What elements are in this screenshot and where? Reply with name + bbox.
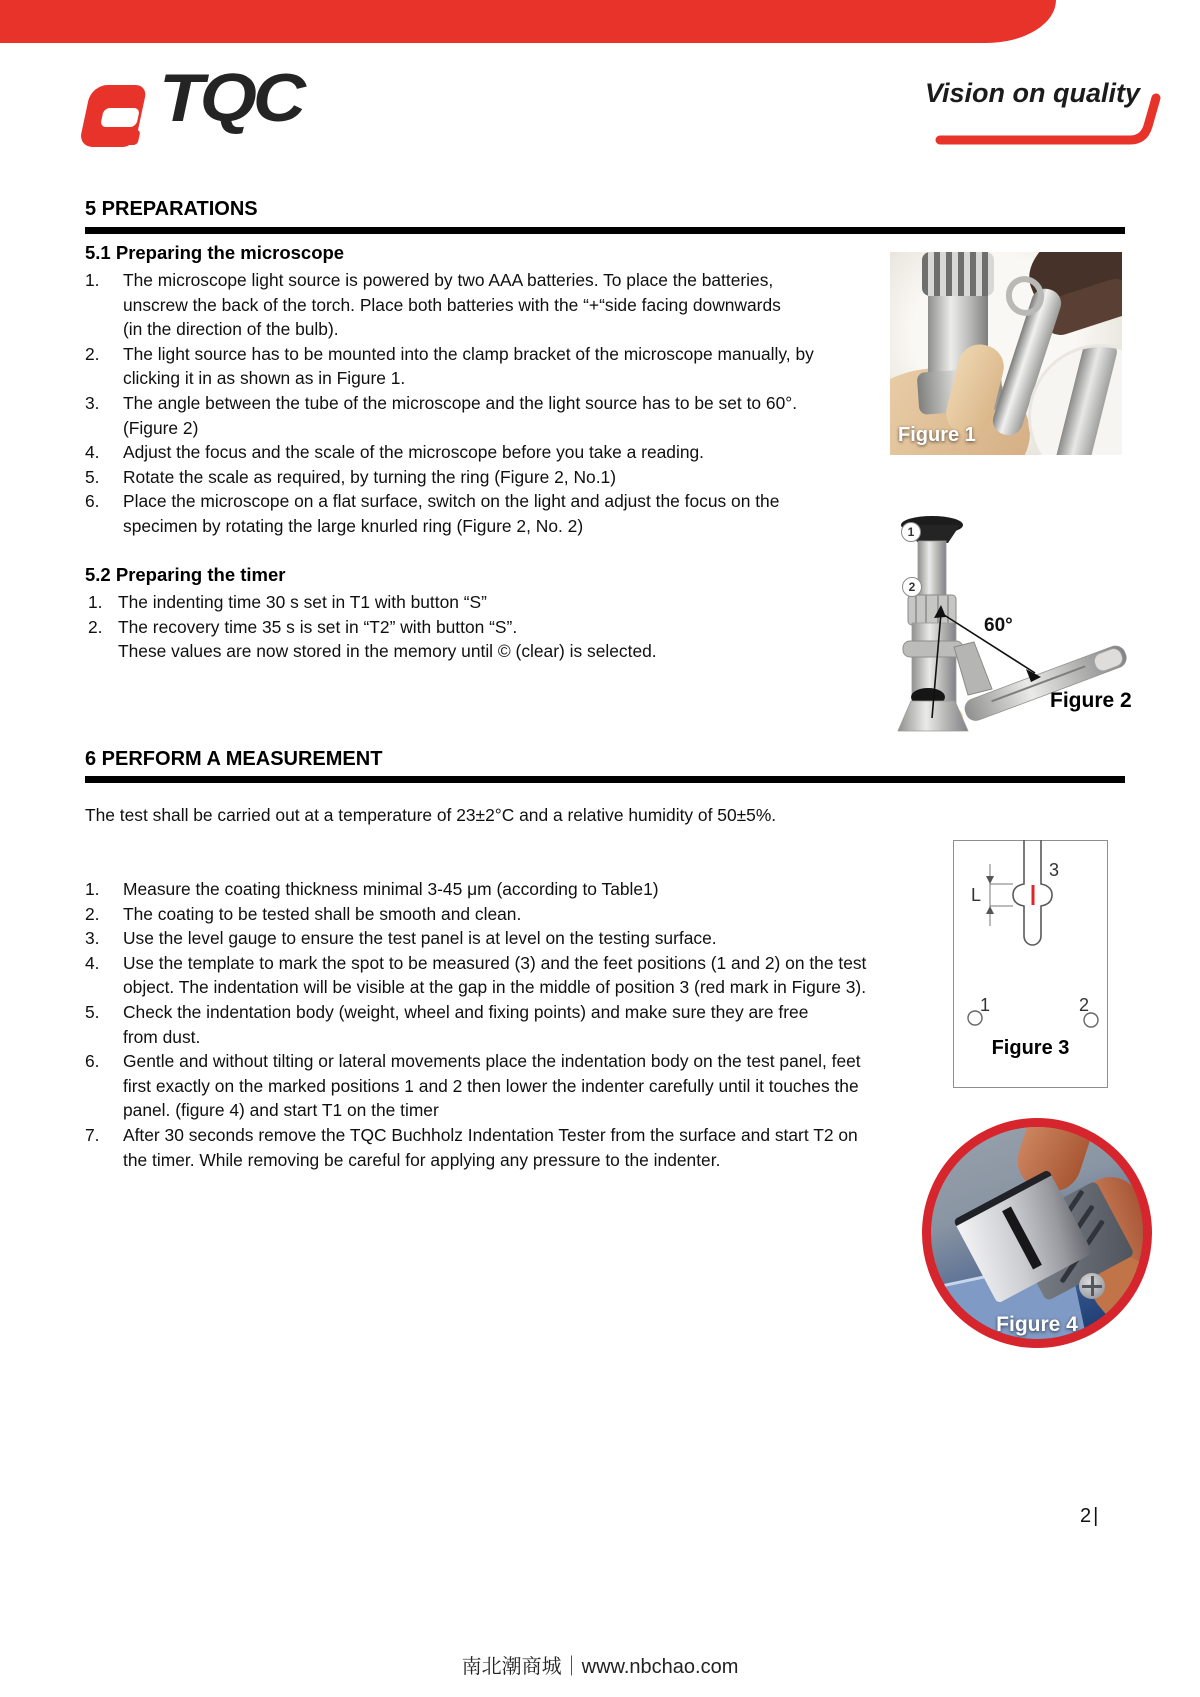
list-item — [85, 926, 880, 951]
list-item-number: 3. — [85, 928, 100, 949]
template-dimension-label: L — [971, 885, 982, 905]
template-point-2-label: 2 — [1079, 995, 1090, 1015]
tqc-logo-icon-tab — [113, 130, 140, 145]
list-item-number: 5. — [85, 466, 100, 487]
section-5-2-title: 5.2 Preparing the timer — [85, 564, 286, 585]
list-item-text: Check the indentation body (weight, wheel and fixing points) and make sure they are free from dust. — [123, 1001, 809, 1047]
list-item-number: 1. — [85, 270, 100, 290]
footer-text: 南北潮商城｜www.nbchao.com — [461, 1656, 739, 1678]
section-6-intro: The test shall be carried out at a temperature of 23±2°C and a relative humidity of 50±5%. — [85, 805, 777, 825]
list-item-text: Use the level gauge to ensure the test panel is at level on the testing surface. — [123, 928, 717, 949]
list-item — [85, 1049, 880, 1123]
list-item-number: 6. — [85, 1051, 100, 1072]
timer-note: These values are now stored in the memory until © (clear) is selected. — [118, 641, 657, 661]
list-item — [85, 1123, 880, 1172]
list-item — [85, 268, 830, 342]
figure-2-illustration — [888, 505, 1133, 733]
tqc-logo — [85, 60, 345, 150]
list-item-number: 2. — [85, 343, 100, 364]
list-item-text: The coating to be tested shall be smooth and clean. — [123, 903, 522, 924]
section-5-title: 5 PREPARATIONS — [85, 198, 258, 220]
list-item-text: Adjust the focus and the scale of the microscope before you take a reading. — [123, 442, 705, 463]
list-item-text: Rotate the scale as required, by turning the ring (Figure 2, No.1) — [123, 466, 616, 487]
figure-4-label: Figure 4 — [996, 1313, 1078, 1336]
list-item-text: Gentle and without tilting or lateral movements place the indentation body on the test panel, feet first exactly on the marked positions 1 and 2 then lower the indenter carefully until it touches the panel. (figure 4) and start T1 on the timer — [123, 1051, 861, 1121]
list-item-number: 1. — [85, 879, 100, 899]
list-item-number: 1. — [88, 592, 103, 612]
list-item-text: Use the template to mark the spot to be measured (3) and the feet positions (1 and 2) on the test object. The indentation will be visible at the gap in the middle of position 3 (red mark in Figure 3). — [123, 952, 867, 998]
tagline-swoosh-icon — [932, 88, 1172, 154]
list-item — [85, 465, 830, 490]
list-item-text: The recovery time 35 s is set in “T2” with button “S”. — [118, 616, 518, 637]
tqc-logo-icon-notch — [100, 108, 140, 127]
angle-60-label: 60° — [984, 615, 1013, 636]
section-6-rule — [85, 776, 1125, 783]
list-item-text: Place the microscope on a flat surface, switch on the light and adjust the focus on the specimen by rotating the large knurled ring (Figure 2, No. 2) — [123, 491, 780, 536]
measurement-list — [85, 877, 880, 1172]
tqc-logo-text: TQC — [159, 60, 302, 137]
list-item — [85, 951, 880, 1000]
knurled-ring-shape — [922, 252, 994, 296]
timer-list — [88, 590, 788, 639]
tagline-text: Vision on quality — [924, 78, 1140, 108]
torch-closeup-shape — [1053, 344, 1120, 455]
figure-3-label: Figure 3 — [991, 1037, 1070, 1059]
list-item — [85, 391, 830, 440]
list-item-number: 5. — [85, 1001, 100, 1022]
list-item-text: Measure the coating thickness minimal 3-45 μm (according to Table1) — [123, 879, 659, 899]
list-item-number: 4. — [85, 952, 100, 973]
list-item-text: The indenting time 30 s set in T1 with button “S” — [118, 592, 487, 612]
list-item-number: 2. — [88, 616, 103, 637]
template-point-3-label: 3 — [1049, 860, 1060, 880]
section-5-1-title: 5.1 Preparing the microscope — [85, 242, 345, 263]
section-5-rule — [85, 227, 1125, 234]
list-item-number: 7. — [85, 1124, 100, 1145]
figure-3-template-diagram — [953, 840, 1108, 1088]
list-item-text: The microscope light source is powered by two AAA batteries. To place the batteries, unscrew the back of the torch. Place both batteries with the “+“side facing downwards (in the direction of the bulb). — [123, 270, 781, 340]
list-item — [88, 615, 788, 640]
microscope-list — [85, 268, 830, 539]
list-item-number: 4. — [85, 442, 100, 463]
list-item-number: 3. — [85, 392, 100, 413]
template-point-1-label: 1 — [980, 995, 991, 1015]
figure-4-photo — [922, 1118, 1152, 1348]
list-item-number: 6. — [85, 491, 100, 512]
page-number: 2| — [1080, 1505, 1101, 1527]
list-item-text: The light source has to be mounted into the clamp bracket of the microscope manually, by clicking it in as shown as in Figure 1. — [123, 343, 814, 389]
figure-1-label: Figure 1 — [898, 424, 976, 446]
list-item — [85, 902, 880, 927]
list-item — [85, 877, 880, 902]
callout-1-badge: 1 — [901, 522, 921, 542]
screw-shape — [1079, 1273, 1105, 1299]
list-item — [88, 590, 788, 615]
top-red-banner — [0, 0, 1056, 43]
callout-2-badge: 2 — [902, 577, 922, 597]
section-6-title: 6 PERFORM A MEASUREMENT — [85, 748, 383, 770]
figure-2-label: Figure 2 — [1050, 689, 1132, 712]
list-item — [85, 342, 830, 391]
list-item — [85, 489, 830, 538]
list-item-text: After 30 seconds remove the TQC Buchholz Indentation Tester from the surface and start T2 on the timer. While removing be careful for applying any pressure to the indenter. — [123, 1124, 858, 1170]
list-item-number: 2. — [85, 903, 100, 924]
figure-1-photo — [890, 252, 1122, 455]
list-item — [85, 1000, 880, 1049]
list-item — [85, 440, 830, 465]
list-item-text: The angle between the tube of the microscope and the light source has to be set to 60°. (Figure 2) — [123, 392, 798, 438]
